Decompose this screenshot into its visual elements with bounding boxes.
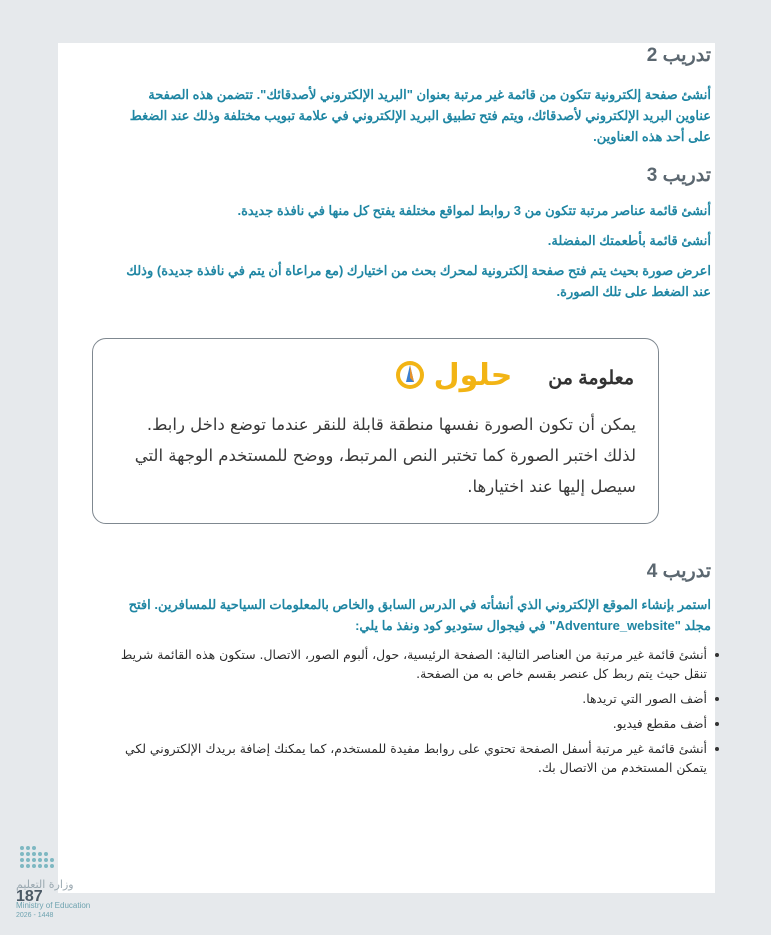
ministry-year: 2026 - 1448 (16, 912, 54, 919)
exercise-4-intro: استمر بإنشاء الموقع الإلكتروني الذي أنشأته في الدرس السابق والخاص بالمعلومات السياحية للمسافرين. افتح مجلد "Adventure_website" في فيجوال ستوديو كود ونفذ ما يلي: (128, 597, 711, 633)
info-box-title-text: معلومة (578, 368, 634, 389)
list-item: أنشئ قائمة غير مرتبة أسفل الصفحة تحتوي على روابط مفيدة للمستخدم، كما يمكنك إضافة بريدك الإلكتروني لكي يتمكن المستخدم من الاتصال بك. (119, 739, 719, 777)
hulul-logo (393, 351, 519, 397)
exercise-3-item: أنشئ قائمة عناصر مرتبة تتكون من 3 روابط لمواقع مختلفة يفتح كل منها في نافذة جديدة. (237, 203, 711, 218)
list-item: أنشئ قائمة غير مرتبة من العناصر التالية: الصفحة الرئيسية، حول، ألبوم الصور، الاتصال. ستكون هذه القائمة شريط تنقل حيث يتم ربط كل عنصر بقسم خاص به من الصفحة. (119, 645, 719, 683)
list-item: أضف مقطع فيديو. (119, 714, 719, 733)
exercise-4-title: تدريب 4 (646, 561, 711, 582)
exercise-4-bullets (119, 645, 719, 783)
ministry-arabic-name: وزارة التعليم (16, 878, 74, 891)
info-box-title-prefix: من (548, 368, 573, 389)
page-number: 187 (16, 888, 43, 905)
exercise-3-item: اعرض صورة بحيث يتم فتح صفحة إلكترونية لمحرك بحث من اختيارك (مع مراعاة أن يتم في نافذة جديدة) وذلك عند الضغط على تلك الصورة. (126, 263, 711, 299)
info-box-text: يمكن أن تكون الصورة نفسها منطقة قابلة للنقر عندما توضع داخل رابط. لذلك اختبر الصورة كما تختبر النص المرتبط، ووضح للمستخدم الوجهة التي سيصل إليها عند اختيارها. (134, 415, 636, 496)
exercise-2-title: تدريب 2 (646, 45, 711, 66)
list-item: أضف الصور التي تريدها. (119, 689, 719, 708)
info-box-title (548, 367, 634, 390)
exercise-3-title: تدريب 3 (646, 165, 711, 186)
exercise-3-item: أنشئ قائمة بأطعمتك المفضلة. (547, 233, 711, 248)
info-box (92, 338, 659, 524)
ministry-english-name: Ministry of Education (16, 901, 91, 910)
exercise-2-text: أنشئ صفحة إلكترونية تتكون من قائمة غير مرتبة بعنوان "البريد الإلكتروني لأصدقائك". تتضمن هذه الصفحة عناوين البريد الإلكتروني لأصدقائك، ويتم فتح تطبيق البريد الإلكتروني في علامة تبويب مختلفة وذلك عند الضغط على أحد هذه العناوين. (129, 87, 711, 144)
hulul-logo-text: حلول (433, 358, 513, 393)
